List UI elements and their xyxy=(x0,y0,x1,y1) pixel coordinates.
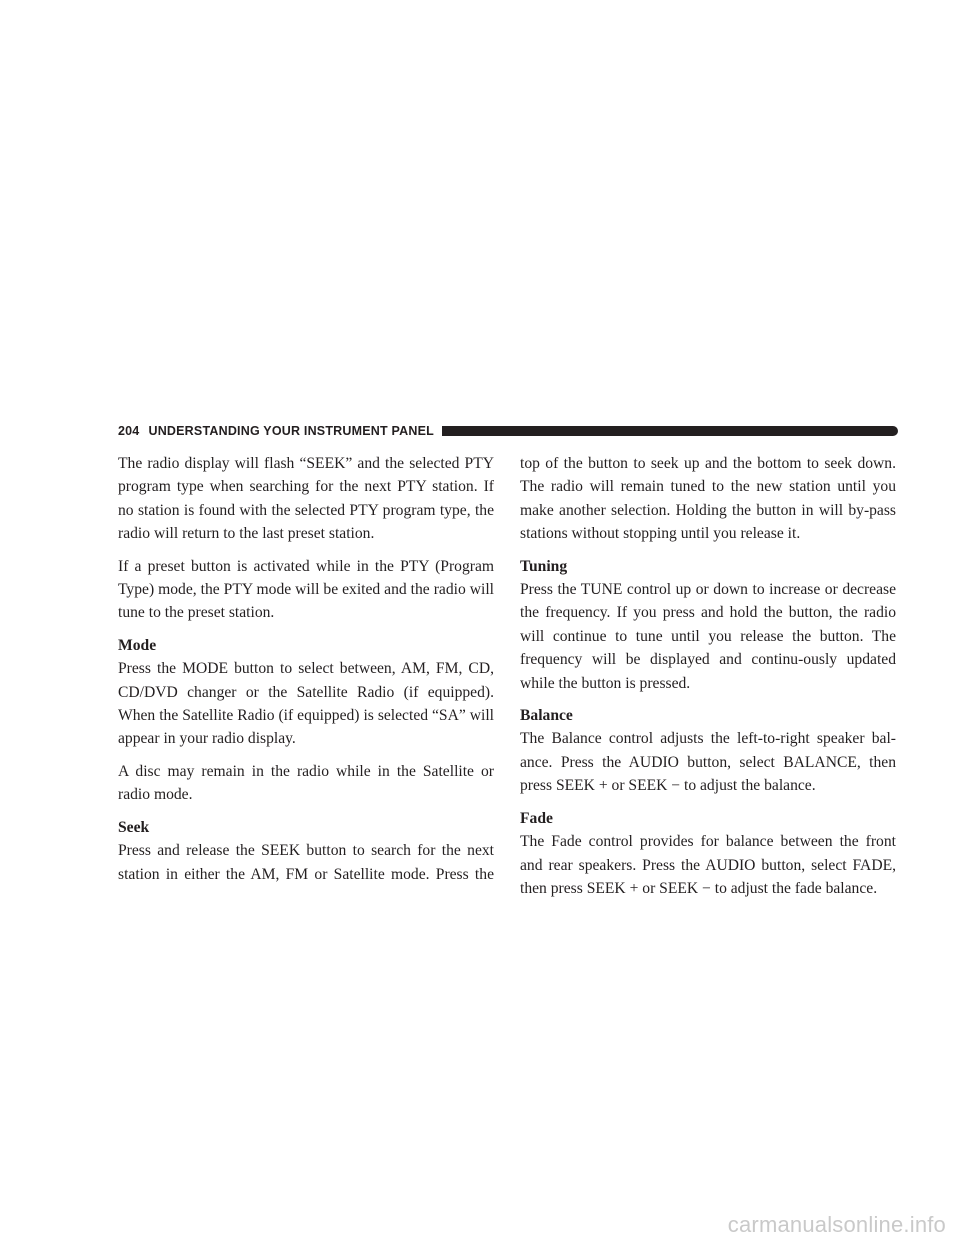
mode-paragraph: Press the MODE button to select between, AM, FM, CD, CD/DVD changer or the Satellite Radio (if equipped). When the Satellite Radio (if equipped) is selected “SA” will appear in your radio display. xyxy=(118,660,494,748)
fade-paragraph: The Fade control provides for balance between the front and rear speakers. Press the AUDIO button, select FADE, then press SEEK + or SEEK − to adjust the fade balance. xyxy=(520,833,896,897)
seek-heading: Seek xyxy=(118,818,150,836)
balance-paragraph: The Balance control adjusts the left-to-right speaker bal-ance. Press the AUDIO button, select BALANCE, then press SEEK + or SEEK − to adjust the balance. xyxy=(520,730,896,795)
tuning-heading: Tuning xyxy=(520,557,568,575)
mode-heading: Mode xyxy=(118,636,157,654)
left-column xyxy=(118,452,494,895)
pty-preset-paragraph: If a preset button is activated while in the PTY (Program Type) mode, the PTY mode will be exited and the radio will tune to the preset station. xyxy=(118,557,494,622)
fade-heading: Fade xyxy=(520,809,553,827)
tuning-paragraph: Press the TUNE control up or down to increase or decrease the frequency. If you press and hold the button, the radio will continue to tune until you release the button. The frequency will be displayed and continu-ously updated while the button is pressed. xyxy=(520,581,896,692)
section-title: UNDERSTANDING YOUR INSTRUMENT PANEL xyxy=(148,424,434,438)
header-rule xyxy=(442,426,898,436)
page-header xyxy=(118,420,898,442)
disc-paragraph: A disc may remain in the radio while in the Satellite or radio mode. xyxy=(118,762,494,804)
pty-seek-paragraph: The radio display will flash “SEEK” and the selected PTY program type when searching for the next PTY station. If no station is found with the selected PTY program type, the radio will return to the last preset station. xyxy=(118,455,494,543)
seek-paragraph-continued: top of the button to seek up and the bottom to seek down. The radio will remain tuned to the new station until you make another selection. Holding the button in will by-pass stations without stopping until you release it. xyxy=(520,455,896,543)
balance-heading: Balance xyxy=(520,707,573,725)
seek-paragraph: Press and release the SEEK button to search for the next station in either the AM, FM or Satellite mode. Press the xyxy=(118,842,494,883)
page-number: 204 xyxy=(118,424,140,438)
right-column xyxy=(520,452,896,909)
watermark-text: carmanualsonline.info xyxy=(727,1212,946,1237)
